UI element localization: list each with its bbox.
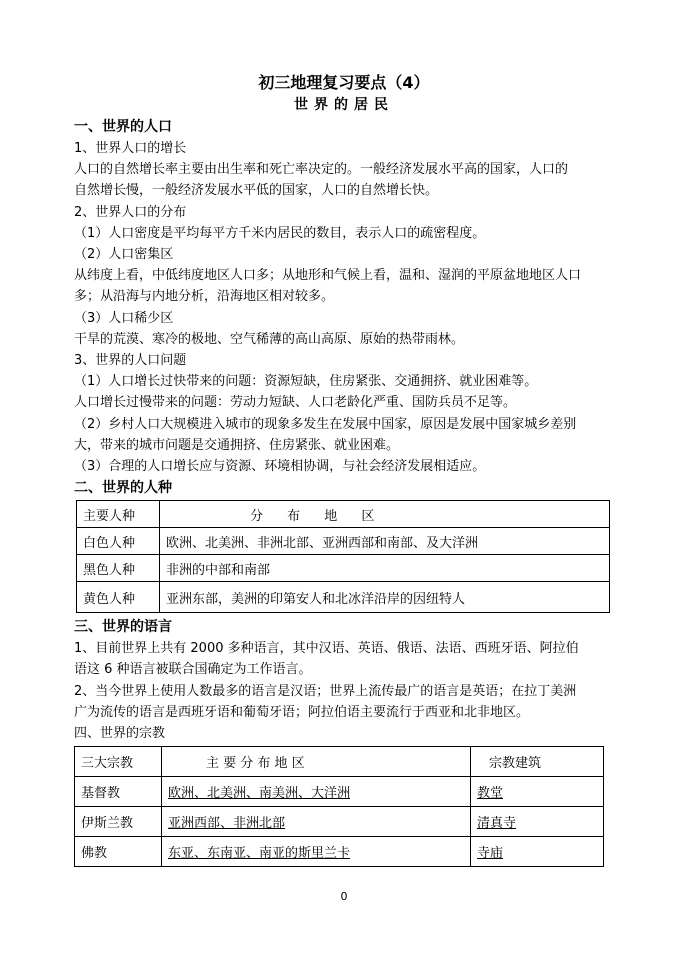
paragraph-line: 大，带来的城市问题是交通拥挤、住房紧张、就业困难。 [74, 437, 400, 453]
race-name: 白色人种 [77, 528, 160, 555]
table-row [75, 837, 604, 867]
table-row [75, 777, 604, 807]
religion-name: 基督教 [75, 777, 162, 807]
religion-building: 寺庙 [471, 837, 604, 867]
page-number: 0 [340, 890, 348, 903]
table-header-cell: 分 布 地 区 [160, 501, 610, 528]
paragraph-line: 广为流传的语言是西班牙语和葡萄牙语；阿拉伯语主要流行于西亚和北非地区。 [74, 704, 530, 720]
religion-area: 东亚、东南亚、南亚的斯里兰卡 [162, 837, 471, 867]
table-header-cell: 主 要 分 布 地 区 [162, 747, 471, 777]
table-row [77, 582, 610, 613]
race-name: 黄色人种 [77, 582, 160, 613]
page-subtitle: 世界的居民 [294, 97, 394, 113]
subheading-distribution: 2、世界人口的分布 [74, 204, 187, 220]
paragraph-line: 2、当今世界上使用人数最多的语言是汉语；世界上流传最广的语言是英语；在拉丁美洲 [74, 683, 577, 699]
table-row [77, 528, 610, 555]
table-header-cell: 三大宗教 [75, 747, 162, 777]
religion-area: 亚洲西部、非洲北部 [162, 807, 471, 837]
races-table [76, 500, 610, 613]
religions-table [74, 746, 604, 867]
table-header-row [75, 747, 604, 777]
subheading-problems: 3、世界的人口问题 [74, 353, 187, 369]
race-area: 欧洲、北美洲、非洲北部、亚洲西部和南部、及大洋洲 [160, 528, 610, 555]
paragraph-line: 多；从沿海与内地分析，沿海地区相对较多。 [74, 289, 335, 305]
paragraph-line: （1）人口增长过快带来的问题：资源短缺，住房紧张、交通拥挤、就业困难等。 [74, 374, 538, 390]
table-row [77, 555, 610, 582]
paragraph-line: （2）乡村人口大规模进入城市的现象多发生在发展中国家，原因是发展中国家城乡差别 [74, 416, 577, 432]
religion-building: 清真寺 [471, 807, 604, 837]
paragraph-line: 干旱的荒漠、寒冷的极地、空气稀薄的高山高原、原始的热带雨林。 [74, 331, 465, 347]
religion-building: 教堂 [471, 777, 604, 807]
religion-name: 佛教 [75, 837, 162, 867]
table-header-cell: 主要人种 [77, 501, 160, 528]
section-heading-population: 一、世界的人口 [74, 119, 172, 135]
paragraph-line: （3）合理的人口增长应与资源、环境相协调，与社会经济发展相适应。 [74, 459, 486, 475]
section-heading-religions: 四、世界的宗教 [74, 726, 166, 742]
race-area: 非洲的中部和南部 [160, 555, 610, 582]
paragraph-line: 从纬度上看，中低纬度地区人口多；从地形和气候上看，温和、湿润的平原盆地地区人口 [74, 268, 582, 284]
page-title: 初三地理复习要点（4） [258, 73, 430, 92]
paragraph-line: 人口增长过慢带来的问题：劳动力短缺、人口老龄化严重、国防兵员不足等。 [74, 395, 517, 411]
paragraph-line: （3）人口稀少区 [74, 310, 174, 326]
table-header-cell: 宗教建筑 [471, 747, 604, 777]
table-header-row [77, 501, 610, 528]
paragraph-line: 1、目前世界上共有 2000 多种语言，其中汉语、英语、俄语、法语、西班牙语、阿拉伯 [74, 641, 579, 657]
paragraph-line: （2）人口密集区 [74, 247, 174, 263]
section-heading-races: 二、世界的人种 [74, 480, 172, 497]
subheading-growth: 1、世界人口的增长 [74, 141, 187, 156]
document-page [74, 72, 614, 867]
race-name: 黑色人种 [77, 555, 160, 582]
paragraph-line: 人口的自然增长率主要由出生率和死亡率决定的。一般经济发展水平高的国家，人口的 [74, 162, 569, 178]
paragraph-line: 自然增长慢，一般经济发展水平低的国家，人口的自然增长快。 [74, 183, 439, 199]
religion-area: 欧洲、北美洲、南美洲、大洋洲 [162, 777, 471, 807]
table-row [75, 807, 604, 837]
section-heading-languages: 三、世界的语言 [74, 619, 172, 636]
paragraph-line: （1）人口密度是平均每平方千米内居民的数目，表示人口的疏密程度。 [74, 225, 486, 241]
religion-name: 伊斯兰教 [75, 807, 162, 837]
race-area: 亚洲东部，美洲的印第安人和北冰洋沿岸的因纽特人 [160, 582, 610, 613]
paragraph-line: 语这 6 种语言被联合国确定为工作语言。 [74, 662, 312, 678]
